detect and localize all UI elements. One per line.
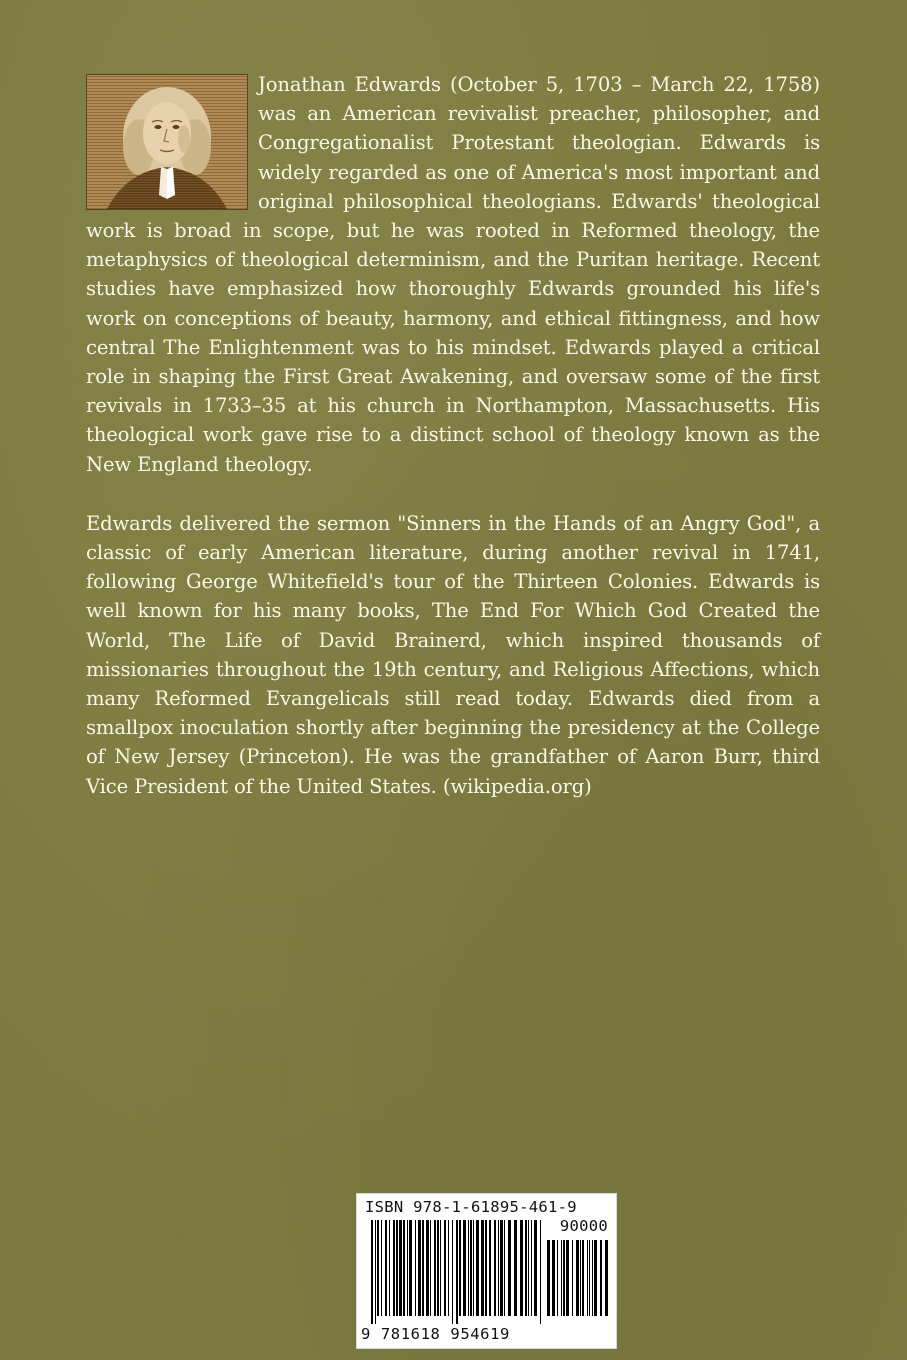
barcode-bar — [456, 1220, 458, 1324]
barcode-bar — [592, 1240, 593, 1316]
barcode-bar — [430, 1220, 431, 1316]
barcode-bar — [589, 1240, 590, 1316]
barcode-bar — [389, 1220, 390, 1316]
barcode-bar — [448, 1220, 449, 1316]
barcode-bars-icon — [371, 1220, 541, 1324]
barcode-bar — [481, 1220, 484, 1316]
isbn-barcode — [356, 1193, 617, 1349]
back-cover-text — [86, 70, 820, 801]
barcode-addon-bars-icon — [547, 1240, 609, 1324]
barcode-bar — [381, 1220, 382, 1316]
barcode-bar — [403, 1220, 405, 1316]
barcode-bar — [377, 1220, 379, 1316]
barcode-bar — [468, 1220, 469, 1316]
barcode-bar — [393, 1220, 395, 1316]
barcode-bar — [470, 1220, 472, 1316]
barcode-bar — [409, 1220, 412, 1316]
barcode-bar — [437, 1220, 439, 1316]
barcode-bar — [452, 1220, 453, 1324]
barcode-bar — [473, 1220, 474, 1316]
barcode-bar — [434, 1220, 436, 1316]
barcode-bar — [476, 1220, 479, 1316]
barcode-bar — [566, 1240, 569, 1316]
barcode-bar — [547, 1240, 550, 1316]
isbn-label: ISBN 978-1-61895-461-9 — [365, 1198, 577, 1216]
barcode-bar — [508, 1220, 511, 1316]
barcode-bar — [540, 1220, 541, 1324]
ean-digits: 9 781618 954619 — [361, 1325, 510, 1343]
barcode-bar — [582, 1240, 584, 1316]
barcode-bar — [422, 1220, 424, 1316]
barcode-bar — [407, 1220, 408, 1316]
portrait-engraving-icon — [87, 75, 247, 209]
barcode-bar — [463, 1220, 466, 1316]
barcode-bar — [375, 1220, 376, 1324]
barcode-bar — [534, 1220, 537, 1316]
barcode-bar — [459, 1220, 461, 1316]
barcode-bar — [552, 1240, 555, 1316]
barcode-bar — [580, 1240, 581, 1316]
barcode-bar — [415, 1220, 416, 1316]
barcode-bar — [494, 1220, 496, 1316]
barcode-bar — [561, 1240, 562, 1316]
barcode-bar — [504, 1220, 505, 1316]
barcode-bar — [500, 1220, 503, 1316]
price-code: 90000 — [559, 1217, 608, 1235]
barcode-bar — [371, 1220, 373, 1324]
barcode-bar — [576, 1240, 579, 1316]
barcode-bar — [563, 1240, 565, 1316]
barcode-bar — [396, 1220, 398, 1316]
barcode-bar — [525, 1220, 527, 1316]
barcode-bar — [605, 1240, 608, 1316]
barcode-bar — [587, 1240, 588, 1316]
barcode-bar — [594, 1240, 597, 1316]
barcode-bar — [514, 1220, 517, 1316]
barcode-bar — [485, 1220, 487, 1316]
barcode-bar — [600, 1240, 602, 1316]
barcode-bar — [399, 1220, 402, 1316]
barcode-bar — [444, 1220, 446, 1316]
barcode-bar — [557, 1240, 558, 1316]
barcode-bar — [520, 1220, 523, 1316]
barcode-bar — [531, 1220, 532, 1316]
bio-paragraph-1: Jonathan Edwards (October 5, 1703 – March 22, 1758) was an American revivalist preacher, philosopher, and Congregationalist Protestant theologian. Edwards is widely regarded as one of America's most important and original philosophical theologians. Edwards' theological work is broad in scope, but he was rooted in Reformed theology, the metaphysics of theological determinism, and the Puritan heritage. Recent studies have emphasized how thoroughly Edwards grounded his life's work on conceptions of beauty, harmony, and ethical fittingness, and how central The Enlightenment was to his mindset. Edwards played a critical role in shaping the First Great Awakening, and oversaw some of the first revivals in 1733–35 at his church in Northampton, Massachusetts. His theological work gave rise to a distinct school of theology known as the New England theology. — [86, 73, 820, 476]
author-portrait — [86, 74, 248, 210]
barcode-bar — [572, 1240, 573, 1316]
barcode-bar — [489, 1220, 491, 1316]
barcode-bar — [385, 1220, 387, 1316]
barcode-bar — [498, 1220, 499, 1316]
barcode-bar — [440, 1220, 441, 1316]
bio-paragraph-2: Edwards delivered the sermon "Sinners in the Hands of an Angry God", a classic of early American literature, during another revival in 1741, following George Whitefield's tour of the Thirteen Colonies. Edwards is well known for his many books, The End For Which God Created the World, The Life of David Brainerd, which inspired thousands of missionaries throughout the 19th century, and Religious Affections, which many Reformed Evangelicals still read today. Edwards died from a smallpox inoculation shortly after beginning the presidency at the College of New Jersey (Princeton). He was the grandfather of Aaron Burr, third Vice President of the United States. (wikipedia.org) — [86, 511, 820, 798]
barcode-bar — [418, 1220, 421, 1316]
barcode-bar — [426, 1220, 429, 1316]
barcode-bar — [528, 1220, 529, 1316]
